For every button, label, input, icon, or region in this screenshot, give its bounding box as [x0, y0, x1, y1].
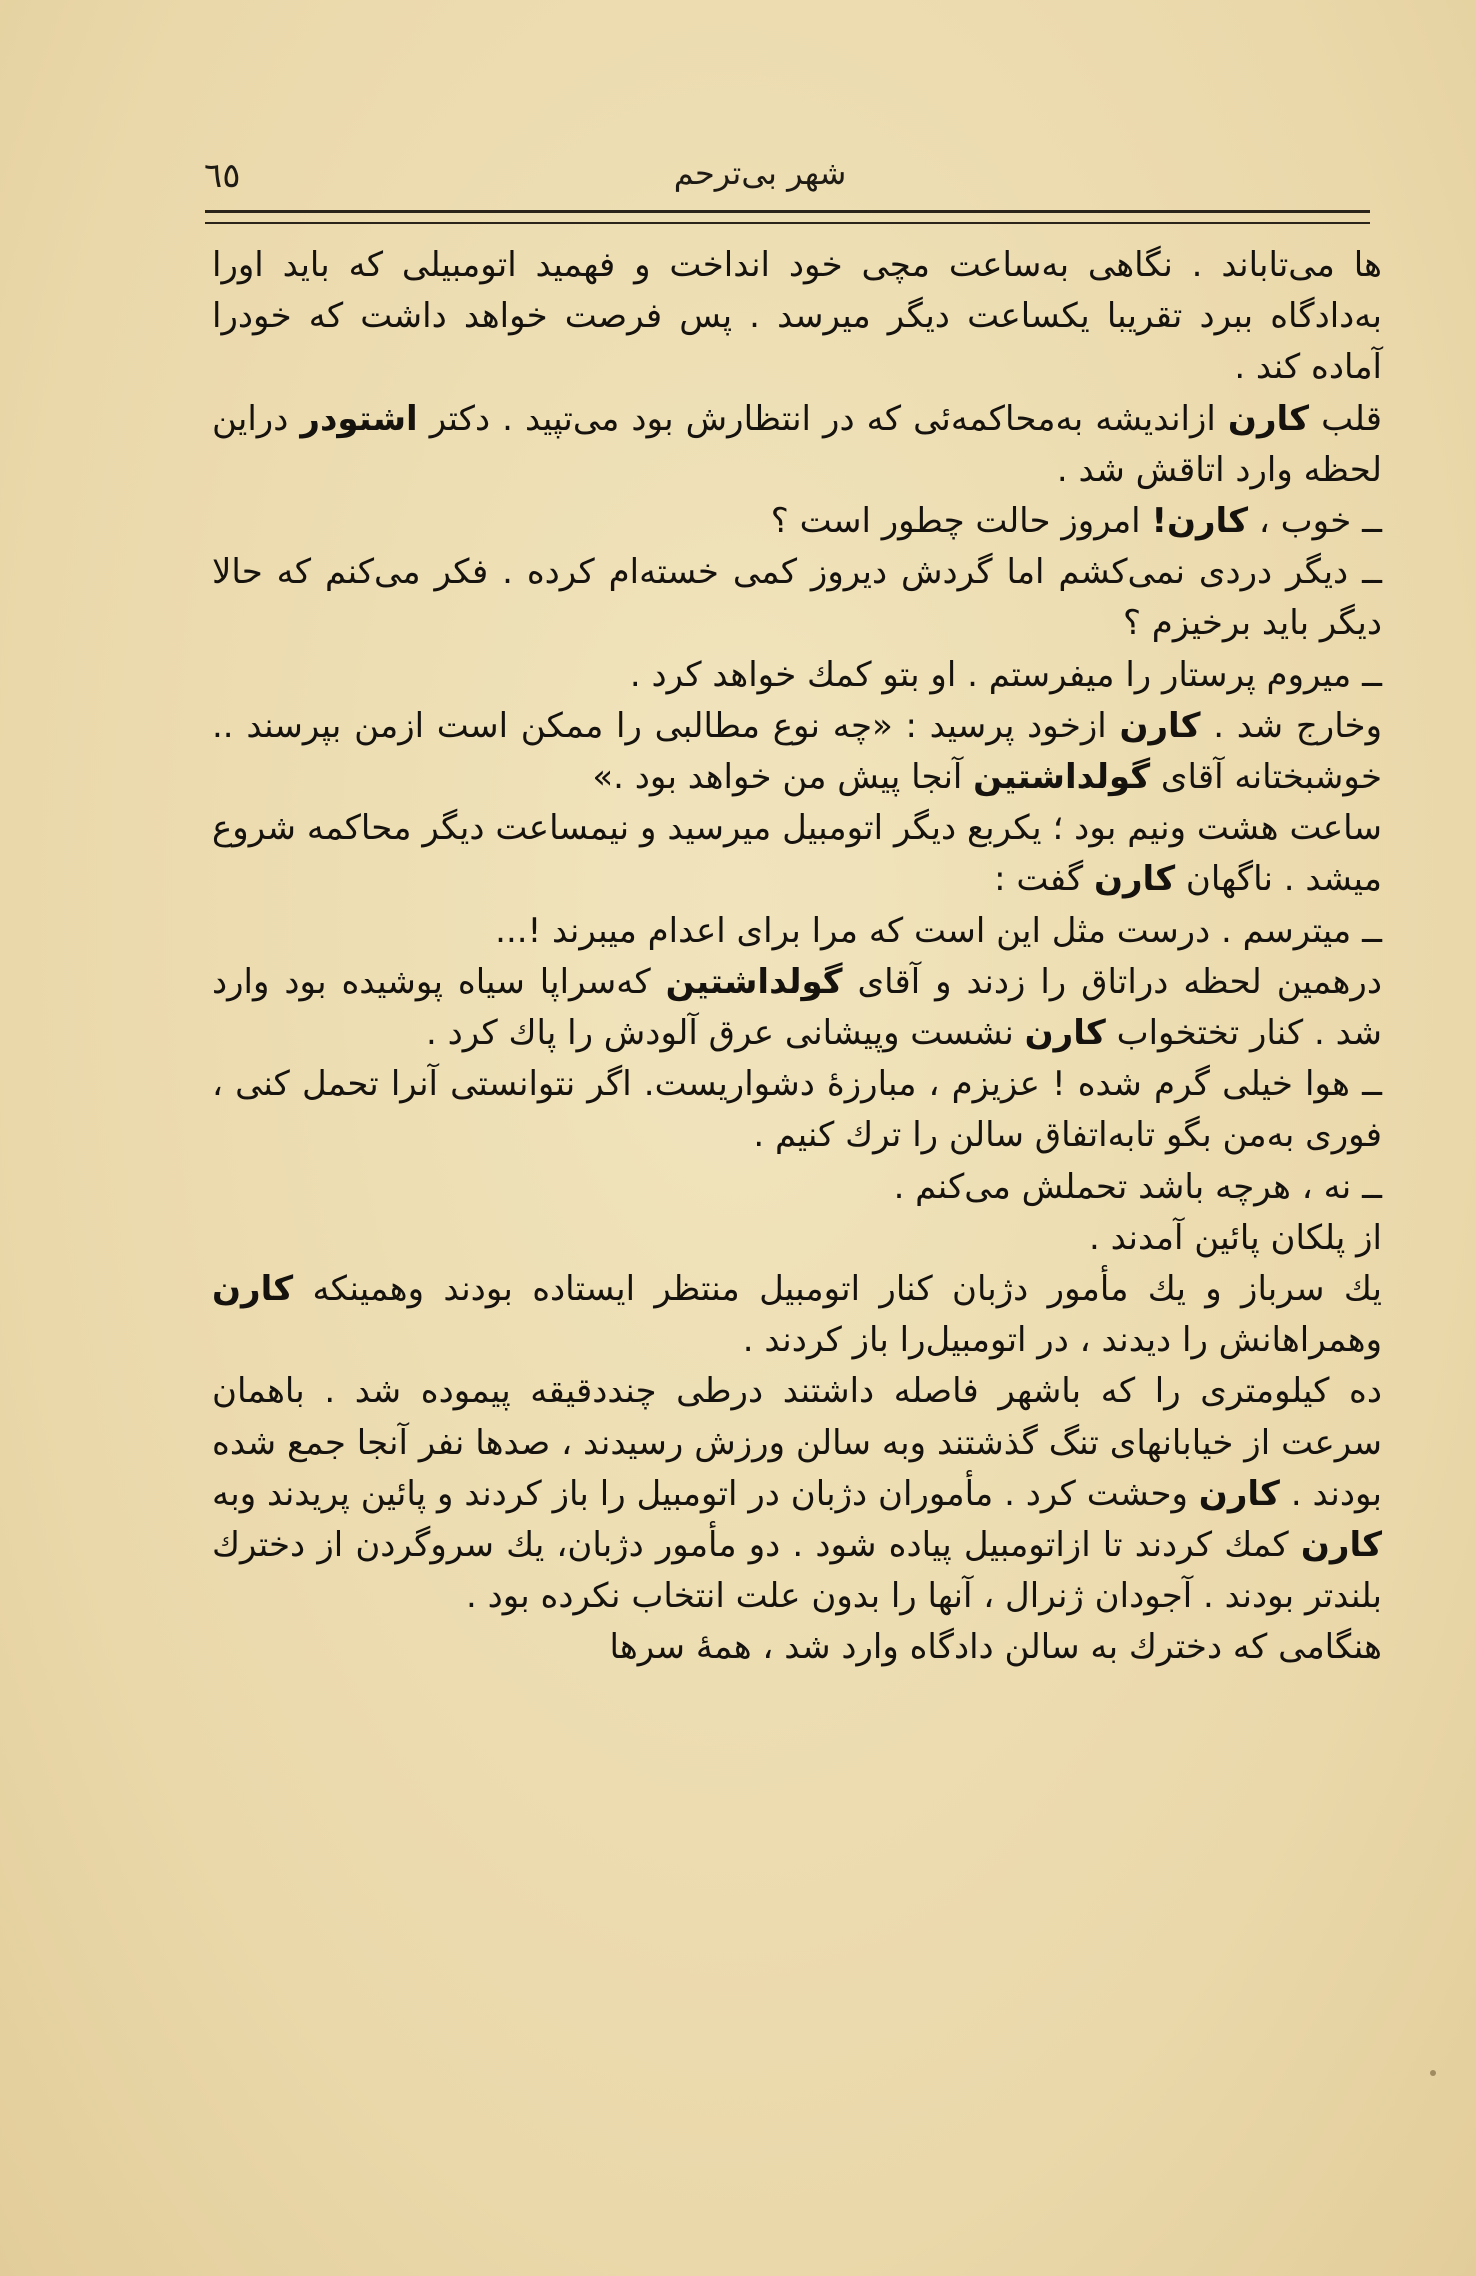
- paragraph: [212, 496, 1382, 547]
- name-emphasis: کارن: [1093, 859, 1176, 900]
- text-run: نشست وپیشانی عرق آلودش را پاك کرد .: [425, 1013, 1025, 1054]
- paper-blemish: [1430, 2070, 1436, 2076]
- paragraph: [212, 394, 1382, 496]
- text-run: ــ میترسم . درست مثل این است که مرا برای اعدام میبرند !...: [495, 910, 1382, 951]
- paragraph: [212, 803, 1382, 905]
- name-emphasis: کارن: [1198, 1473, 1280, 1514]
- text-run: که‌سراپا سیاه پوشیده بود وارد شد . کنار تختخواب: [212, 961, 1382, 1054]
- name-emphasis: گولداشتین: [973, 757, 1151, 798]
- text-run: ازخود پرسید : «چه نوع مطالبی را ممکن است ازمن بپرسند .. خوشبختانه آقای: [212, 705, 1382, 798]
- text-run: دراین لحظه وارد اتاقش شد .: [212, 398, 1382, 490]
- paragraph: [212, 701, 1382, 803]
- text-run: درهمین لحظه دراتاق را زدند و آقای: [842, 961, 1382, 1002]
- text-run: ــ دیگر دردی نمی‌کشم اما گردش دیروز کمی خسته‌ام کرده . فکر می‌کنم که حالا دیگر باید برخیزم ؟: [212, 552, 1382, 644]
- text-run: کمك کردند تا ازاتومبیل پیاده شود . دو مأمور دژبان، یك سروگردن از دخترك بلندتر بودند . آجودان ژنرال ، آنها را بدون علت انتخاب نکرده بود .: [212, 1525, 1382, 1617]
- name-emphasis: کارن: [1119, 705, 1201, 746]
- text-run: آنجا پیش من خواهد بود .»: [592, 757, 974, 798]
- paragraph: [212, 650, 1382, 701]
- text-run: ــ میروم پرستار را میفرستم . او بتو کمك خواهد کرد .: [629, 654, 1382, 695]
- page-number: ٦٥: [204, 156, 241, 196]
- paragraph: [212, 1213, 1382, 1264]
- name-emphasis: کارن: [1227, 398, 1310, 439]
- text-run: ــ نه ، هرچه باشد تحملش می‌کنم .: [893, 1166, 1382, 1207]
- paragraph: [212, 957, 1382, 1059]
- paragraph: [212, 906, 1382, 957]
- text-run: قلب: [1309, 398, 1383, 439]
- text-run: گفت :: [994, 859, 1094, 900]
- paragraph: [212, 547, 1382, 649]
- text-run: ــ هوا خیلی گرم شده ! عزیزم ، مبارزهٔ دشواریست. اگر نتوانستی آنرا تحمل کنی ، فوری به‌من بگو تابه‌اتفاق سالن را ترك کنیم .: [212, 1064, 1382, 1156]
- running-title: شهر بی‌ترحم: [673, 154, 847, 192]
- header-rule: [205, 210, 1370, 213]
- text-run: امروز حالت چطور است ؟: [770, 501, 1152, 542]
- text-run: یك سرباز و یك مأمور دژبان کنار اتومبیل منتظر ایستاده بودند وهمینکه: [293, 1269, 1382, 1310]
- name-emphasis: کارن: [1024, 1013, 1106, 1054]
- text-run: وخارج شد .: [1200, 705, 1382, 746]
- paragraph: [212, 1366, 1382, 1622]
- text-run: وحشت کرد . مأموران دژبان در اتومبیل را باز کردند و پائین پریدند وبه: [212, 1473, 1199, 1514]
- name-emphasis: کارن: [1300, 1525, 1382, 1566]
- header-rule-thin: [205, 222, 1370, 224]
- text-run: وهمراهانش را دیدند ، در اتومبیل‌را باز کردند .: [742, 1320, 1382, 1361]
- paragraph: [212, 240, 1382, 394]
- paragraph: [212, 1162, 1382, 1213]
- text-run: ازاندیشه به‌محاکمه‌ئی که در انتظارش بود می‌تپید . دکتر: [417, 398, 1228, 439]
- text-run: از پلکان پائین آمدند .: [1089, 1217, 1382, 1258]
- text-run: ها می‌تاباند . نگاهی به‌ساعت مچی خود انداخت و فهمید اتومبیلی که باید اورا به‌دادگاه ببرد تقریبا یکساعت دیگر میرسد . پس فرصت خواهد داشت که خودرا آماده کند .: [212, 245, 1382, 388]
- page-header: [200, 148, 1320, 198]
- body-text: [212, 240, 1382, 1674]
- text-run: ده کیلومتری را که باشهر فاصله داشتند درطی چنددقیقه پیموده شد . باهمان سرعت از خیابانهای تنگ گذشتند وبه سالن ورزش رسیدند ، صدها نفر آنجا جمع شده بودند .: [212, 1371, 1382, 1514]
- text-run: ــ خوب ،: [1248, 501, 1382, 542]
- name-emphasis: کارن!: [1151, 501, 1249, 542]
- paragraph: [212, 1622, 1382, 1673]
- paragraph: [212, 1264, 1382, 1366]
- text-run: هنگامی که دخترك به سالن دادگاه وارد شد ، همهٔ سرها: [609, 1627, 1382, 1668]
- paragraph: [212, 1059, 1382, 1161]
- name-emphasis: گولداشتین: [665, 961, 843, 1002]
- name-emphasis: اشتودر: [300, 398, 418, 439]
- name-emphasis: کارن: [212, 1269, 294, 1310]
- text-run: ساعت هشت ونیم بود ؛ یکربع دیگر اتومبیل میرسید و نیمساعت دیگر محاکمه شروع میشد . ناگهان: [212, 808, 1382, 900]
